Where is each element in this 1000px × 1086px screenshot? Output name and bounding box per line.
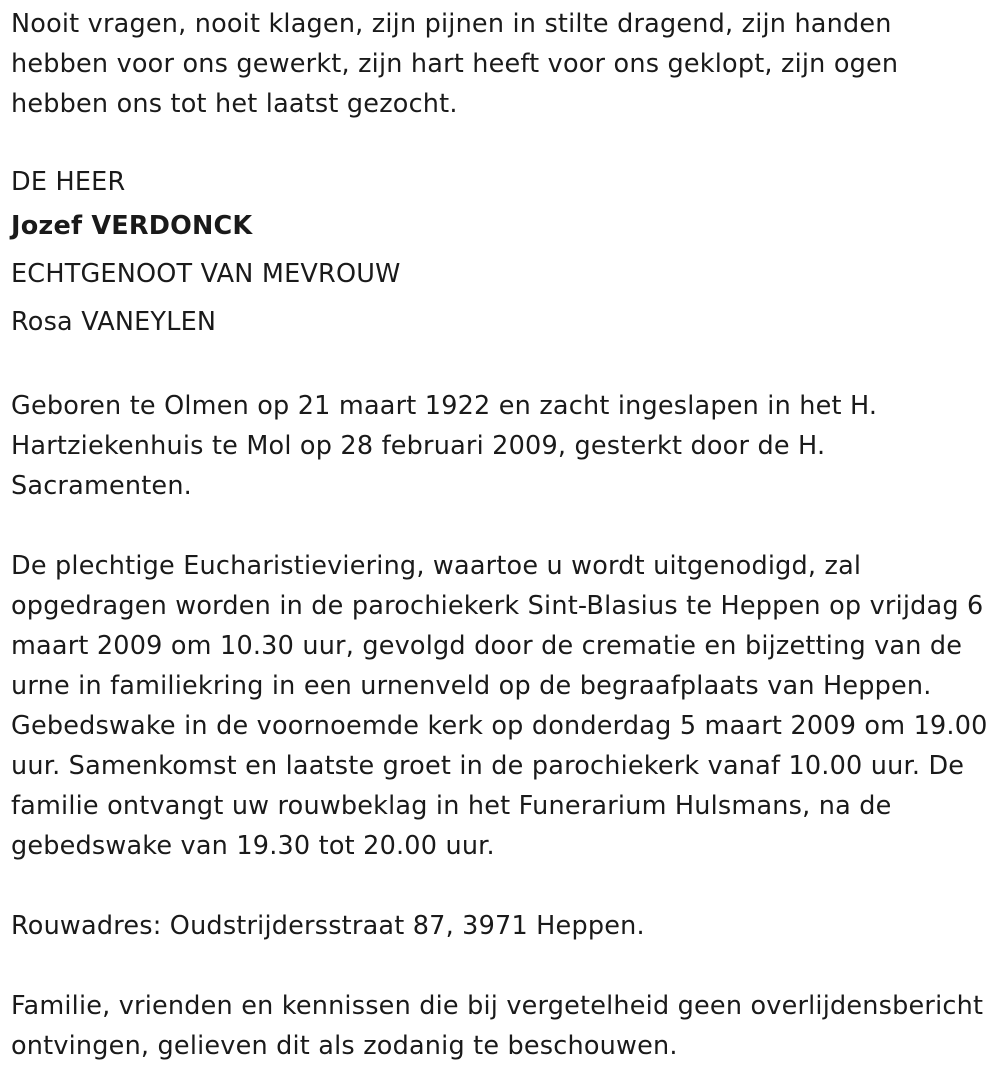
obituary-notice (11, 4, 996, 1066)
spacer (11, 124, 996, 164)
mourning-address: Rouwadres: Oudstrijdersstraat 87, 3971 Heppen. (11, 911, 645, 941)
opening-verse: Nooit vragen, nooit klagen, zijn pijnen in stilte dragend, zijn handen hebben voor ons gewerkt, zijn hart heeft voor ons geklopt, zijn ogen hebben ons tot het laatst gezocht. (11, 9, 899, 119)
spacer (11, 506, 996, 546)
deceased-name: Jozef VERDONCK (11, 211, 253, 241)
spouse-name: Rosa VANEYLEN (11, 307, 217, 337)
spacer (11, 346, 996, 386)
honorific: DE HEER (11, 167, 126, 197)
spacer (11, 946, 996, 986)
birth-death-paragraph: Geboren te Olmen op 21 maart 1922 en zacht ingeslapen in het H. Hartziekenhuis te Mol op 28 februari 2009, gesterkt door de H. Sacramenten. (11, 391, 878, 501)
ceremony-paragraph: De plechtige Eucharistieviering, waartoe u wordt uitgenodigd, zal opgedragen worden in de parochiekerk Sint-Blasius te Heppen op vrijdag 6 maart 2009 om 10.30 uur, gevolgd door de crematie en bijzetting van de urne in familiekring in een urnenveld op de begraafplaats van Heppen. Gebedswake in de voornoemde kerk op donderdag 5 maart 2009 om 19.00 uur. Samenkomst en laatste groet in de parochiekerk vanaf 10.00 uur. De familie ontvangt uw rouwbeklag in het Funerarium Hulsmans, na de gebedswake van 19.30 tot 20.00 uur. (11, 551, 988, 861)
spouse-label: ECHTGENOOT VAN MEVROUW (11, 259, 401, 289)
spacer (11, 866, 996, 906)
closing-paragraph: Familie, vrienden en kennissen die bij vergetelheid geen overlijdensbericht ontvingen, gelieven dit als zodanig te beschouwen. (11, 991, 984, 1061)
name-block (11, 162, 996, 346)
